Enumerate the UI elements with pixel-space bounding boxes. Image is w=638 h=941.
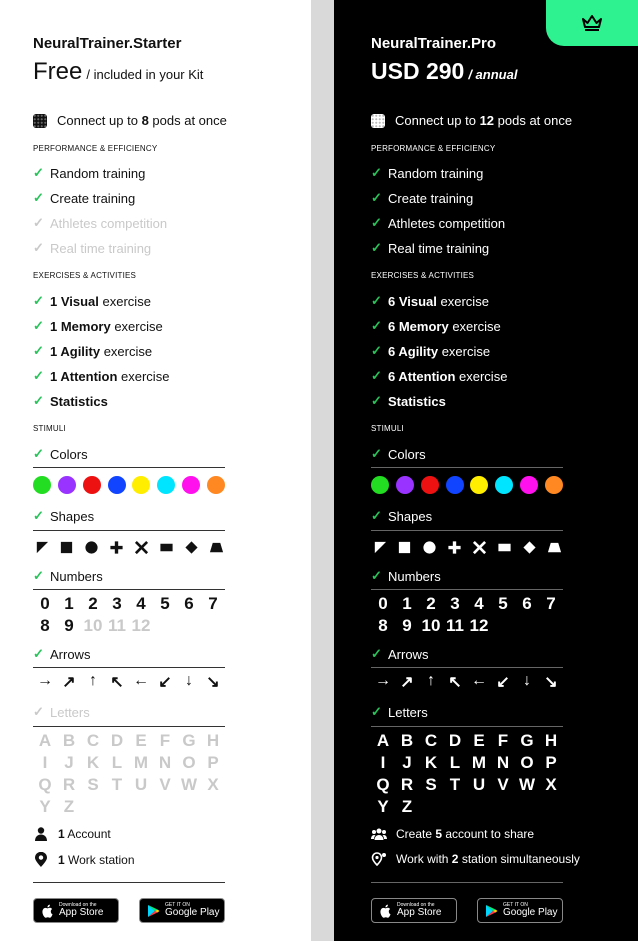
app-store-badge[interactable] [371,898,457,923]
feature-label: Shapes [50,508,95,524]
plus-icon [446,539,462,555]
arrow-icon: ↓ [523,672,531,689]
stimulus-shapes-item [371,508,432,524]
price-row [371,58,517,85]
letter-glyph: P [545,753,557,772]
letter-glyph: K [424,753,438,772]
letter-glyph: W [518,775,536,794]
divider [371,667,563,668]
number-glyph: 12 [469,616,489,635]
check-icon: ✓ [371,240,382,255]
section-label-exercises: EXERCISES & ACTIVITIES [371,271,475,280]
number-glyph: 11 [108,616,126,635]
number-glyph: 4 [136,594,146,613]
cross-icon [134,539,150,555]
letter-glyph: C [424,731,438,750]
letter-glyph: R [62,775,76,794]
letter-glyph: A [376,731,390,750]
exercise-item [371,293,489,309]
letter-glyph: W [180,775,198,794]
arrow-icon: ↙ [158,674,172,691]
check-icon: ✓ [33,240,44,255]
color-swatch [108,476,126,494]
starter-plan-column [0,0,311,941]
letter-glyph: L [449,753,461,772]
check-icon: ✓ [33,508,44,523]
letter-glyph: A [38,731,52,750]
section-label-performance: PERFORMANCE & EFFICIENCY [33,144,158,153]
location-pin-icon [33,852,49,867]
feature-item [371,215,505,231]
users-icon [371,828,387,840]
color-swatch [182,476,200,494]
badge-big-text: Google Play [165,907,220,918]
user-icon [33,827,49,841]
feature-label: Real time training [50,240,152,256]
letter-glyph: E [135,731,147,750]
letter-glyph: O [182,753,196,772]
section-label-stimuli: STIMULI [33,424,66,433]
divider [33,467,225,468]
letter-glyph: D [110,731,124,750]
arrow-icon: ↘ [206,674,220,691]
number-glyph: 6 [522,594,532,613]
check-icon: ✓ [33,190,44,205]
divider [33,667,225,668]
color-swatch [545,476,563,494]
number-glyph: 5 [498,594,508,613]
pods-text: Connect up to 12 pods at once [395,113,573,128]
trapezoid-icon [209,539,225,555]
exercise-item [33,393,108,409]
rectangle-icon [497,539,513,555]
number-glyph: 8 [40,616,50,635]
letter-glyph: X [545,775,557,794]
feature-label: Colors [50,446,88,462]
price-row [33,58,203,86]
station-limit-text: 1 Work station [58,852,135,867]
pods-text: Connect up to 8 pods at once [57,113,227,128]
divider [371,589,563,590]
arrow-icon: ← [133,672,149,689]
check-icon: ✓ [371,165,382,180]
feature-label: Create training [50,190,136,206]
check-icon: ✓ [33,393,44,408]
exercise-label: Statistics [50,393,108,409]
badge-big-text: Google Play [503,907,558,918]
color-swatch [470,476,488,494]
check-icon: ✓ [371,293,382,308]
account-limit [33,827,111,841]
letter-glyph: G [520,731,534,750]
color-swatch [421,476,439,494]
google-play-icon [484,903,498,919]
letter-glyph: M [133,753,149,772]
letter-glyph: J [64,753,74,772]
exercise-label: 6 Visual exercise [388,293,489,309]
letter-glyph: R [400,775,414,794]
letter-glyph: M [471,753,487,772]
number-glyph: 4 [474,594,484,613]
stimulus-shapes-item [33,508,94,524]
exercise-item [33,293,151,309]
stimulus-arrows-item [371,646,428,662]
letter-glyph: Y [377,797,389,816]
letter-glyph: H [544,731,558,750]
arrow-icon: ↑ [89,672,97,689]
number-glyph: 2 [426,594,436,613]
check-icon: ✓ [371,343,382,358]
check-icon: ✓ [33,646,44,661]
check-icon: ✓ [33,446,44,461]
number-glyph: 2 [88,594,98,613]
price-subtitle: / annual [468,67,518,82]
number-glyph: 9 [64,616,74,635]
letter-glyph: X [207,775,219,794]
feature-label: Colors [388,446,426,462]
circle-icon [421,539,437,555]
exercise-label: 1 Visual exercise [50,293,151,309]
exercise-label: 1 Attention exercise [50,368,170,384]
feature-label: Numbers [50,568,103,584]
badge-small-text: GET IT ON [503,902,528,908]
feature-label: Arrows [388,646,429,662]
divider [33,589,225,590]
feature-label: Numbers [388,568,441,584]
pod-grid-icon [33,114,47,128]
feature-label: Shapes [388,508,433,524]
stimulus-arrows-item [33,646,90,662]
letter-glyph: L [111,753,123,772]
color-swatch [371,476,389,494]
check-icon: ✓ [33,368,44,383]
arrow-icon: ↑ [427,672,435,689]
arrow-icon: ↖ [448,674,462,691]
shape-row [33,538,225,556]
number-glyph: 0 [378,594,388,613]
exercise-item [371,393,446,409]
exercise-item [33,368,169,384]
feature-item [371,190,473,206]
letter-glyph: B [400,731,414,750]
letter-glyph: K [86,753,100,772]
letter-glyph: U [472,775,486,794]
app-store-badge[interactable] [33,898,119,923]
station-limit-text: Work with 2 station simultaneously [396,852,580,866]
letter-glyph: J [402,753,412,772]
feature-item [371,240,489,256]
section-label-stimuli: STIMULI [371,424,404,433]
feature-item [33,240,151,256]
apple-icon [378,903,392,919]
feature-label: Athletes competition [388,215,506,231]
divider [371,726,563,727]
letter-glyph: S [87,775,99,794]
plan-name: NeuralTrainer.Pro [371,35,497,52]
exercise-label: Statistics [388,393,446,409]
number-glyph: 9 [402,616,412,635]
pod-grid-icon [371,114,385,128]
store-badges [371,898,563,923]
feature-label: Arrows [50,646,91,662]
check-icon: ✓ [33,568,44,583]
divider [371,882,563,883]
shape-row [371,538,563,556]
number-glyph: 10 [83,616,103,635]
account-limit [371,827,534,841]
feature-label: Letters [50,704,90,720]
arrow-row [33,672,225,692]
corner-triangle-icon [371,539,387,555]
check-icon: ✓ [371,368,382,383]
google-play-badge[interactable] [139,898,225,923]
letter-glyph: I [42,753,48,772]
diamond-icon [522,539,538,555]
arrow-icon: → [37,672,53,689]
check-icon: ✓ [371,215,382,230]
crown-icon [581,14,603,32]
arrow-row [371,672,563,692]
pods-capacity [371,113,572,128]
price: Free [33,58,83,85]
letter-glyph: Z [401,797,413,816]
letter-glyph: F [159,731,171,750]
exercise-item [371,368,507,384]
exercise-item [33,318,163,334]
google-play-icon [146,903,160,919]
price: USD 290 [371,58,465,84]
exercise-label: 6 Memory exercise [388,318,501,334]
feature-label: Random training [388,165,484,181]
divider [371,467,563,468]
letter-glyph: T [449,775,461,794]
arrow-icon: → [375,672,391,689]
number-glyph: 7 [546,594,556,613]
check-icon: ✓ [371,568,382,583]
stimulus-numbers-item [371,568,441,584]
exercise-item [33,343,152,359]
arrow-icon: ↖ [110,674,124,691]
check-icon: ✓ [33,165,44,180]
exercise-item [371,318,501,334]
number-glyph: 0 [40,594,50,613]
color-swatch [157,476,175,494]
exercise-label: 1 Memory exercise [50,318,163,334]
number-glyph: 1 [64,594,74,613]
letter-glyph: G [182,731,196,750]
color-swatches [33,476,225,494]
letter-glyph: Z [63,797,75,816]
number-glyph: 1 [402,594,412,613]
feature-label: Create training [388,190,474,206]
letter-glyph: T [111,775,123,794]
number-glyph: 11 [446,616,464,635]
account-limit-text: Create 5 account to share [396,827,535,841]
check-icon: ✓ [371,508,382,523]
feature-item [371,165,483,181]
plus-icon [108,539,124,555]
divider [371,530,563,531]
feature-item [33,190,135,206]
letter-glyph: H [206,731,220,750]
letter-glyph: N [158,753,172,772]
account-limit-text: 1 Account [58,827,111,841]
letter-grid [371,731,563,817]
station-limit [371,852,580,866]
square-icon [396,539,412,555]
arrow-icon: ← [471,672,487,689]
number-grid [371,594,563,636]
apple-icon [40,903,54,919]
color-swatch [58,476,76,494]
arrow-icon: ↗ [62,674,76,691]
divider [33,530,225,531]
number-glyph: 3 [450,594,460,613]
number-glyph: 12 [131,616,151,635]
square-icon [58,539,74,555]
crown-tab [546,0,638,46]
arrow-icon: ↙ [496,674,510,691]
trapezoid-icon [547,539,563,555]
corner-triangle-icon [33,539,49,555]
feature-item [33,215,167,231]
letter-glyph: P [207,753,219,772]
number-glyph: 3 [112,594,122,613]
check-icon: ✓ [33,293,44,308]
color-swatch [396,476,414,494]
feature-item [33,165,145,181]
badge-small-text: Download on the [397,902,435,908]
letter-glyph: O [520,753,534,772]
letter-glyph: I [380,753,386,772]
letter-grid [33,731,225,817]
letter-glyph: F [497,731,509,750]
badge-big-text: App Store [59,907,104,918]
letter-glyph: S [425,775,437,794]
exercise-label: 1 Agility exercise [50,343,153,359]
letter-glyph: U [134,775,148,794]
number-glyph: 5 [160,594,170,613]
arrow-icon: ↘ [544,674,558,691]
letter-glyph: C [86,731,100,750]
letter-glyph: E [473,731,485,750]
check-icon: ✓ [33,318,44,333]
feature-label: Athletes competition [50,215,168,231]
circle-icon [83,539,99,555]
check-icon: ✓ [371,646,382,661]
check-icon: ✓ [371,446,382,461]
google-play-badge[interactable] [477,898,563,923]
pods-capacity [33,113,227,128]
check-icon: ✓ [33,343,44,358]
plan-name: NeuralTrainer.Starter [33,35,182,52]
exercise-item [371,343,490,359]
letter-glyph: N [496,753,510,772]
stimulus-colors-item [371,446,426,462]
feature-label: Letters [388,704,428,720]
letter-glyph: Y [39,797,51,816]
store-badges [33,898,225,923]
feature-label: Real time training [388,240,490,256]
number-glyph: 8 [378,616,388,635]
arrow-icon: ↗ [400,674,414,691]
color-swatch [207,476,225,494]
color-swatch [520,476,538,494]
letter-glyph: V [497,775,509,794]
cross-icon [472,539,488,555]
exercise-label: 6 Agility exercise [388,343,491,359]
check-icon: ✓ [371,318,382,333]
letter-glyph: D [448,731,462,750]
number-glyph: 7 [208,594,218,613]
color-swatch [132,476,150,494]
price-subtitle: / included in your Kit [86,67,204,82]
section-label-performance: PERFORMANCE & EFFICIENCY [371,144,496,153]
color-swatches [371,476,563,494]
station-limit [33,852,135,867]
rectangle-icon [159,539,175,555]
check-icon: ✓ [371,190,382,205]
section-label-exercises: EXERCISES & ACTIVITIES [33,271,137,280]
stimulus-letters-item [371,704,428,720]
letter-glyph: Q [38,775,52,794]
check-icon: ✓ [33,704,44,719]
check-icon: ✓ [371,393,382,408]
divider [33,726,225,727]
feature-label: Random training [50,165,146,181]
color-swatch [495,476,513,494]
badge-small-text: GET IT ON [165,902,190,908]
exercise-label: 6 Attention exercise [388,368,508,384]
badge-small-text: Download on the [59,902,97,908]
stimulus-letters-item [33,704,90,720]
check-icon: ✓ [33,215,44,230]
multi-location-icon [371,852,387,866]
number-grid [33,594,225,636]
stimulus-numbers-item [33,568,103,584]
color-swatch [83,476,101,494]
number-glyph: 10 [421,616,441,635]
badge-big-text: App Store [397,907,442,918]
number-glyph: 6 [184,594,194,613]
diamond-icon [184,539,200,555]
color-swatch [446,476,464,494]
letter-glyph: B [62,731,76,750]
letter-glyph: V [159,775,171,794]
divider [33,882,225,883]
stimulus-colors-item [33,446,88,462]
letter-glyph: Q [376,775,390,794]
check-icon: ✓ [371,704,382,719]
color-swatch [33,476,51,494]
arrow-icon: ↓ [185,672,193,689]
pro-plan-column [334,0,638,941]
